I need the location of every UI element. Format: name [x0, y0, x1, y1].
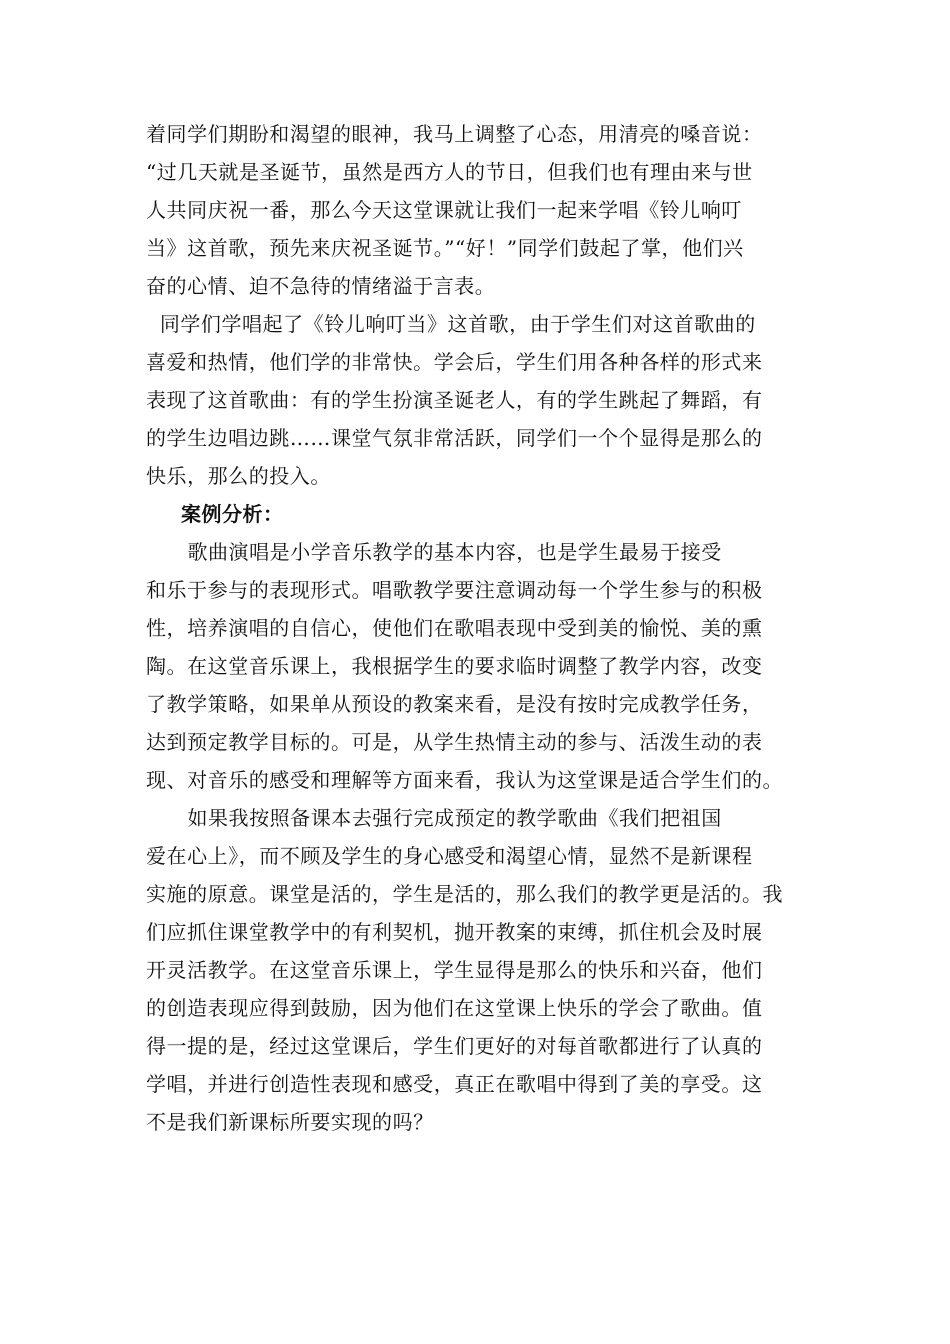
paragraph-line: 当》这首歌，预先来庆祝圣诞节。”“好！”同学们鼓起了掌，他们兴 — [146, 236, 744, 260]
paragraph-line: 的学生边唱边跳……课堂气氛非常活跃，同学们一个个显得是那么的 — [146, 426, 763, 450]
paragraph-line: 歌曲演唱是小学音乐教学的基本内容，也是学生最易于接受 — [146, 540, 722, 564]
paragraph-line: 们应抓住课堂教学中的有利契机，抛开教案的束缚，抓住机会及时展 — [146, 920, 763, 944]
paragraph-line: 着同学们期盼和渴望的眼神，我马上调整了心态，用清亮的嗓音说： — [146, 122, 763, 146]
paragraph-line: 爱在心上》，而不顾及学生的身心感受和渴望心情，显然不是新课程 — [146, 844, 753, 868]
paragraph-line: 学唱，并进行创造性表现和感受，真正在歌唱中得到了美的享受。这 — [146, 1072, 763, 1096]
paragraph-line: “过几天就是圣诞节，虽然是西方人的节日，但我们也有理由来与世 — [146, 160, 753, 184]
paragraph-line: 快乐，那么的投入。 — [146, 464, 331, 488]
section-heading: 案例分析： — [181, 502, 284, 526]
paragraph-line: 开灵活教学。在这堂音乐课上，学生显得是那么的快乐和兴奋，他们 — [146, 958, 763, 982]
paragraph-line: 了教学策略，如果单从预设的教案来看，是没有按时完成教学任务， — [146, 692, 763, 716]
paragraph-line: 现、对音乐的感受和理解等方面来看，我认为这堂课是适合学生们的。 — [146, 768, 784, 792]
paragraph-line: 的创造表现应得到鼓励，因为他们在这堂课上快乐的学会了歌曲。值 — [146, 996, 763, 1020]
paragraph-line: 不是我们新课标所要实现的吗？ — [146, 1110, 434, 1134]
paragraph-line: 人共同庆祝一番，那么今天这堂课就让我们一起来学唱《铃儿响叮 — [146, 198, 742, 222]
paragraph-line: 性，培养演唱的自信心，使他们在歌唱表现中受到美的愉悦、美的熏 — [146, 616, 763, 640]
paragraph-line: 喜爱和热情，他们学的非常快。学会后，学生们用各种各样的形式来 — [146, 350, 763, 374]
paragraph-line: 如果我按照备课本去强行完成预定的教学歌曲《我们把祖国 — [146, 806, 722, 830]
paragraph-line: 得一提的是，经过这堂课后，学生们更好的对每首歌都进行了认真的 — [146, 1034, 763, 1058]
paragraph-line: 表现了这首歌曲：有的学生扮演圣诞老人，有的学生跳起了舞蹈，有 — [146, 388, 763, 412]
paragraph-line: 实施的原意。课堂是活的，学生是活的，那么我们的教学更是活的。我 — [146, 882, 784, 906]
paragraph-line: 陶。在这堂音乐课上，我根据学生的要求临时调整了教学内容，改变 — [146, 654, 763, 678]
paragraph-line: 同学们学唱起了《铃儿响叮当》这首歌，由于学生们对这首歌曲的 — [146, 312, 756, 336]
paragraph-line: 奋的心情、迫不急待的情绪溢于言表。 — [146, 274, 496, 298]
paragraph-line: 和乐于参与的表现形式。唱歌教学要注意调动每一个学生参与的积极 — [146, 578, 763, 602]
paragraph-line: 达到预定教学目标的。可是，从学生热情主动的参与、活泼生动的表 — [146, 730, 763, 754]
